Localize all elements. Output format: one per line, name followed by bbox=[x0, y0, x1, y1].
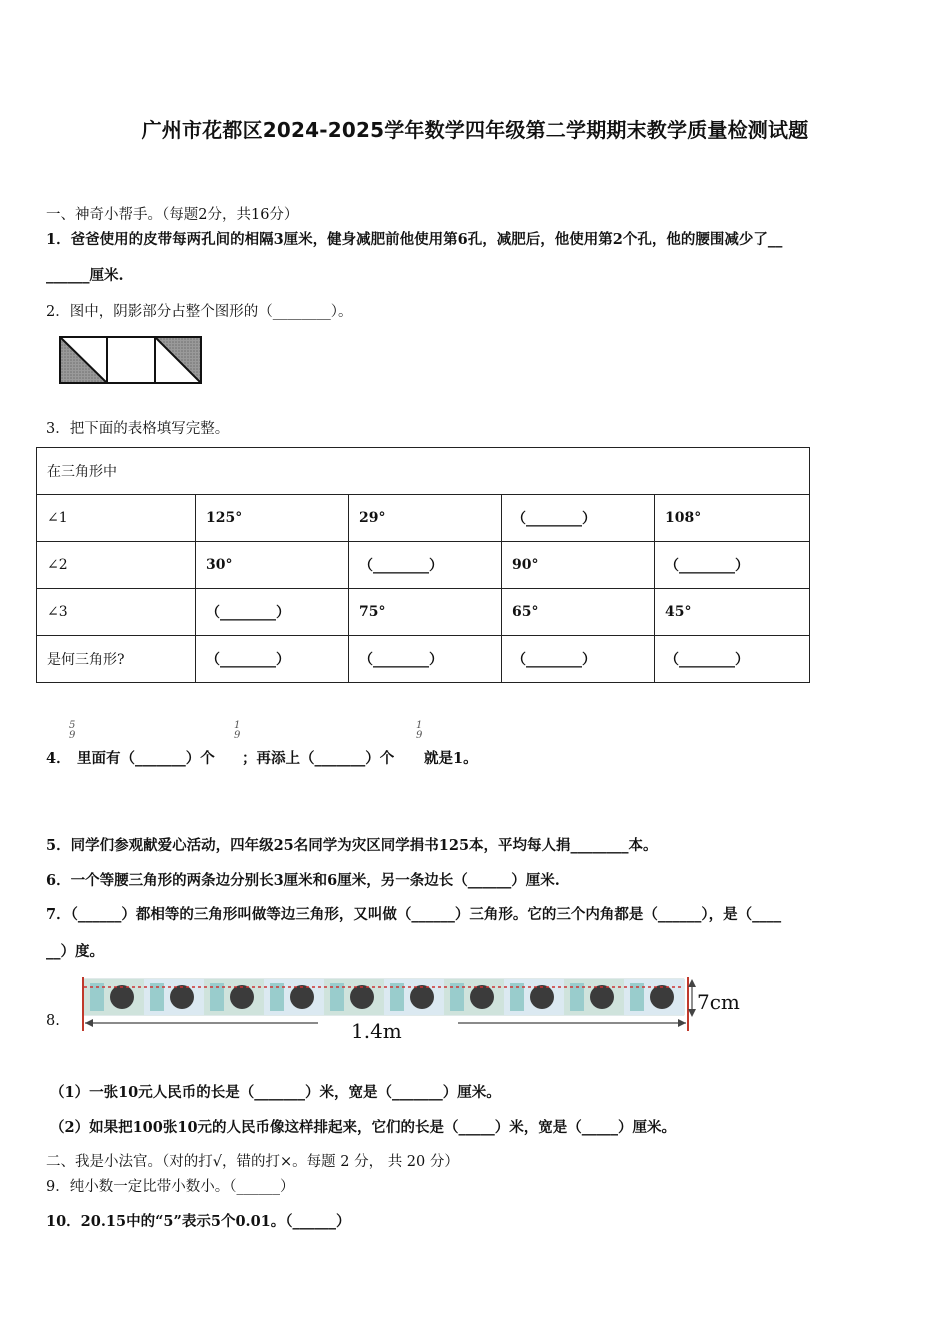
table-cell: （________） bbox=[502, 636, 655, 683]
question-10: 10．20.15中的“5”表示5个0.01。（______） bbox=[46, 1213, 351, 1230]
question-8-label: 8. bbox=[46, 1013, 60, 1029]
table-cell: 90° bbox=[502, 542, 655, 589]
table-row bbox=[37, 636, 810, 683]
table-cell: （________） bbox=[349, 636, 502, 683]
fraction-1-9 bbox=[234, 721, 240, 741]
fraction-denominator: 9 bbox=[234, 730, 241, 741]
question-4-part-1: 里面有（_______）个 bbox=[77, 750, 215, 767]
table-cell: （________） bbox=[655, 636, 810, 683]
table-cell: ∠2 bbox=[37, 542, 196, 589]
table-row bbox=[37, 495, 810, 542]
question-4-prefix: 4． bbox=[46, 750, 71, 767]
page-title: 广州市花都区2024-2025学年数学四年级第二学期期末教学质量检测试题 bbox=[141, 118, 809, 142]
fraction-5-9 bbox=[69, 721, 75, 741]
table-cell: 65° bbox=[502, 589, 655, 636]
question-7-line-2: __）度。 bbox=[46, 943, 104, 960]
question-5: 5．同学们参观献爱心活动，四年级25名同学为灾区同学捐书125本，平均每人捐________本。 bbox=[46, 837, 658, 854]
table-cell: （________） bbox=[196, 589, 349, 636]
question-8-sub-2: （2）如果把100张10元的人民币像这样排起来，它们的长是（_____）米，宽是（_____）厘米。 bbox=[50, 1119, 677, 1136]
question-1-line-1: 1．爸爸使用的皮带每两孔间的相隔3厘米，健身减肥前他使用第6孔，减肥后，他使用第2个孔，他的腰围减少了__ bbox=[46, 231, 783, 248]
table-cell: 29° bbox=[349, 495, 502, 542]
table-cell: 108° bbox=[655, 495, 810, 542]
table-cell: 30° bbox=[196, 542, 349, 589]
question-7-line-1: 7．（______）都相等的三角形叫做等边三角形，又叫做（______）三角形。它的三个内角都是（______），是（____ bbox=[46, 906, 782, 923]
section-1-heading: 一、神奇小帮手。（每题2分，共16分） bbox=[46, 207, 299, 223]
fraction-numerator: 1 bbox=[416, 720, 423, 731]
fraction-denominator: 9 bbox=[69, 730, 76, 741]
table-cell: ∠3 bbox=[37, 589, 196, 636]
question-2: 2．图中，阴影部分占整个图形的（________）。 bbox=[46, 304, 353, 320]
banknote-row bbox=[84, 979, 684, 1015]
table-caption: 在三角形中 bbox=[37, 448, 810, 495]
question-1-line-2: ______厘米. bbox=[46, 267, 124, 284]
question-8-sub-1: （1）一张10元人民币的长是（_______）米，宽是（_______）厘米。 bbox=[50, 1084, 501, 1101]
table-cell: （________） bbox=[655, 542, 810, 589]
width-dimension-label: 7cm bbox=[697, 990, 740, 1014]
question-4-part-3: 就是1。 bbox=[424, 750, 478, 767]
question-9: 9．纯小数一定比带小数小。（______） bbox=[46, 1179, 295, 1195]
fraction-numerator: 1 bbox=[234, 720, 241, 731]
table-row bbox=[37, 542, 810, 589]
table-cell: （________） bbox=[349, 542, 502, 589]
table-cell: （________） bbox=[502, 495, 655, 542]
section-2-heading: 二、我是小法官。（对的打√，错的打×。每题 2 分， 共 20 分） bbox=[46, 1154, 459, 1170]
fraction-denominator: 9 bbox=[416, 730, 423, 741]
triangle-table bbox=[36, 447, 810, 683]
fraction-numerator: 5 bbox=[69, 720, 76, 731]
question-3: 3．把下面的表格填写完整。 bbox=[46, 421, 230, 437]
question-6: 6．一个等腰三角形的两条边分别长3厘米和6厘米，另一条边长（______）厘米. bbox=[46, 872, 560, 889]
table-cell: 125° bbox=[196, 495, 349, 542]
table-cell: ∠1 bbox=[37, 495, 196, 542]
table-cell: 75° bbox=[349, 589, 502, 636]
table-row bbox=[37, 589, 810, 636]
fraction-1-9 bbox=[416, 721, 422, 741]
length-dimension-label: 1.4m bbox=[351, 1019, 402, 1043]
table-cell: 45° bbox=[655, 589, 810, 636]
table-cell: （________） bbox=[196, 636, 349, 683]
banknote-strip-figure bbox=[78, 975, 748, 1047]
question-4-part-2: ；再添上（_______）个 bbox=[242, 750, 395, 767]
table-cell: 是何三角形? bbox=[37, 636, 196, 683]
shaded-squares-figure bbox=[58, 335, 204, 387]
